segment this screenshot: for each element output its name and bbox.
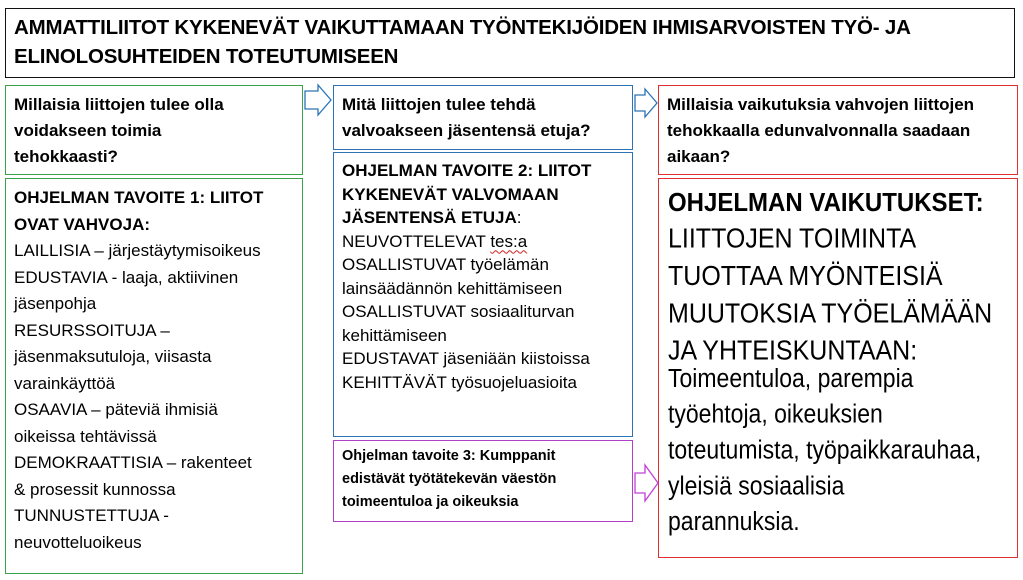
effects-summary-line: MUUTOKSIA TYÖELÄMÄÄN [668, 298, 993, 329]
goal-2-item: EDUSTAVAT jäseniään kiistoissa [342, 349, 590, 368]
goal-2-item-spellcheck: tes:a [490, 231, 528, 251]
goal-2-item: OSALLISTUVAT sosiaaliturvan [342, 302, 575, 321]
goal-1-item: varainkäyttöä [14, 373, 116, 393]
goal-1-heading: OVAT VAHVOJA: [14, 214, 151, 234]
goal-2-heading: KYKENEVÄT VALVOMAAN [342, 184, 559, 204]
goal-2-heading-colon: : [516, 208, 522, 227]
goal-3-line: Ohjelman tavoite 3: Kumppanit [342, 448, 556, 464]
question-3-line: Millaisia vaikutuksia vahvojen liittojen [667, 95, 975, 114]
goal-2-heading: OHJELMAN TAVOITE 2: LIITOT [342, 161, 592, 180]
arrow-q2-to-q3 [635, 89, 657, 117]
goal-1-item: neuvotteluoikeus [14, 532, 142, 552]
goal-2-item: KEHITTÄVÄT työsuojeluasioita [342, 372, 577, 392]
effects-detail-line: työehtoja, oikeuksien [668, 399, 883, 429]
effects-summary-line: JA YHTEISKUNTAAN: [668, 335, 918, 367]
title-line-1: AMMATTILIITOT KYKENEVÄT VAIKUTTAMAAN TYÖNTEKIJÖIDEN IHMISARVOISTEN TYÖ- JA [14, 16, 911, 39]
effects-summary-line: TUOTTAA MYÖNTEISIÄ [668, 260, 943, 292]
goal-2-item-prefix: NEUVOTTELEVAT [342, 231, 491, 251]
question-2-line: valvoakseen jäsentensä etuja? [342, 121, 591, 140]
title-line-2: ELINOLOSUHTEIDEN TOTEUTUMISEEN [14, 45, 399, 68]
goal-3-line: toimeentuloa ja oikeuksia [342, 494, 519, 510]
goal-1-item: & prosessit kunnossa [14, 479, 176, 499]
goal-2-item: kehittämiseen [342, 325, 447, 345]
effects-detail-line: Toimeentuloa, parempia [668, 363, 914, 393]
question-1-line: Millaisia liittojen tulee olla [14, 95, 224, 114]
goal-1-item: OSAAVIA – päteviä ihmisiä [14, 400, 218, 419]
arrow-g3-to-effects [635, 465, 658, 501]
effects-detail-line: yleisiä sosiaalisia [668, 470, 845, 500]
question-3-line: tehokkaalla edunvalvonnalla saadaan [667, 121, 971, 140]
goal-1-heading: OHJELMAN TAVOITE 1: LIITOT [14, 188, 264, 207]
question-1-line: voidakseen toimia [14, 121, 162, 140]
goal-1-item: LAILLISIA – järjestäytymisoikeus [14, 241, 261, 260]
effects-detail-line: toteutumista, työpaikkarauhaa, [668, 435, 982, 465]
effects-summary-line: LIITTOJEN TOIMINTA [668, 223, 917, 255]
goal-1-item: TUNNUSTETTUJA - [14, 506, 169, 525]
goal-1-item: RESURSSOITUJA – [14, 320, 170, 340]
goal-2-item: OSALLISTUVAT työelämän [342, 255, 549, 274]
goal-2-heading: JÄSENTENSÄ ETUJA [342, 208, 517, 227]
goal-1-item: jäsenmaksutuloja, viisasta [14, 347, 212, 366]
question-2-line: Mitä liittojen tulee tehdä [342, 95, 536, 114]
effects-detail-line: parannuksia. [668, 506, 800, 536]
question-1-line: tehokkaasti? [14, 147, 118, 166]
goal-1-item: oikeissa tehtävissä [14, 426, 157, 446]
question-3-line: aikaan? [667, 147, 731, 166]
goal-2-item: lainsäädännön kehittämiseen [342, 278, 563, 298]
goal-3-line: edistävät työtätekevän väestön [342, 471, 557, 487]
effects-heading: OHJELMAN VAIKUTUKSET: [668, 188, 984, 218]
goal-1-item: EDUSTAVIA - laaja, aktiivinen [14, 267, 239, 287]
goal-1-item: jäsenpohja [14, 294, 97, 313]
goal-1-item: DEMOKRAATTISIA – rakenteet [14, 453, 252, 472]
arrow-q1-to-q2 [305, 85, 331, 115]
